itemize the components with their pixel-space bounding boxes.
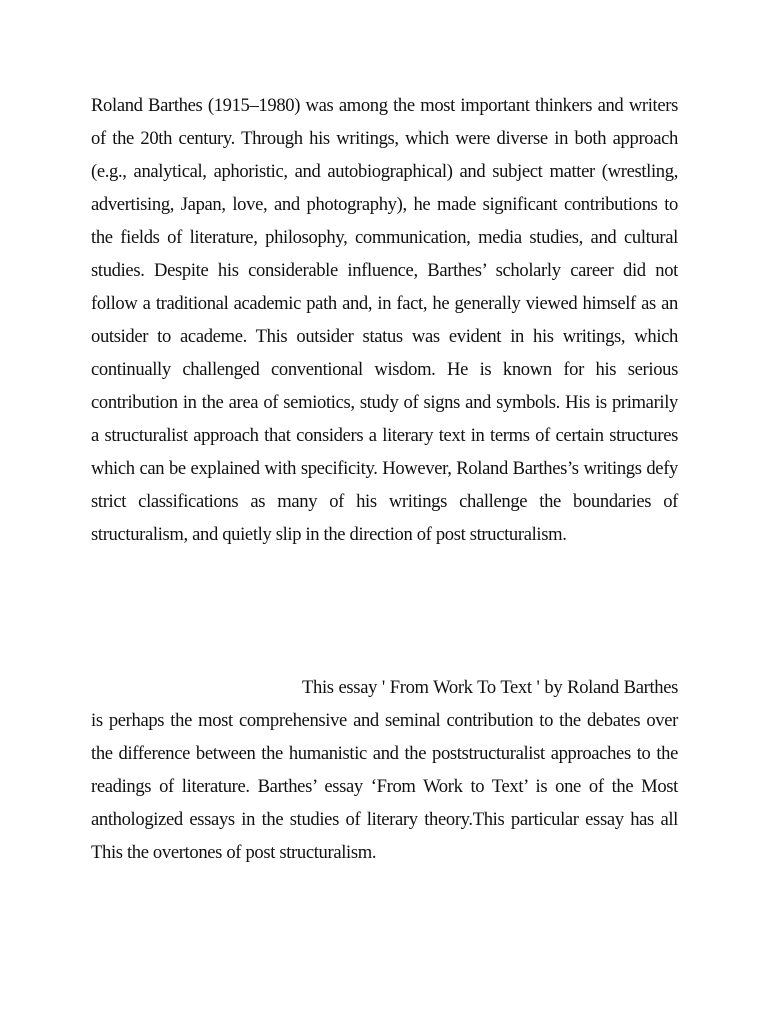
paragraph-barthes-intro: Roland Barthes (1915–1980) was among the most important thinkers and writers of the 20th century. Through his writings, which were diverse in both approach (e.g., analytical, aphoristic, and autobiographical) and subject matter (wrestling, advertising, Japan, love, and photography), he made significant contributions to the fields of literature, philosophy, communication, media studies, and cultural studies. Despite his considerable influence, Barthes’ scholarly career did not follow a traditional academic path and, in fact, he generally viewed himself as an outsider to academe. This outsider status was evident in his writings, which continually challenged conventional wisdom. He is known for his serious contribution in the area of semiotics, study of signs and symbols. His is primarily a structuralist approach that considers a literary text in terms of certain structures which can be explained with specificity. However, Roland Barthes’s writings defy strict classifications as many of his writings challenge the boundaries of structuralism, and quietly slip in the direction of post structuralism. <box>91 95 678 545</box>
paragraph-from-work-to-text: This essay ' From Work To Text ' by Roland Barthes is perhaps the most comprehensive and seminal contribution to the debates over the difference between the humanistic and the poststructuralist approaches to the readings of literature. Barthes’ essay ‘From Work to Text’ is one of the Most anthologized essays in the studies of literary theory.This particular essay has all This the overtones of post structuralism. <box>91 677 678 863</box>
